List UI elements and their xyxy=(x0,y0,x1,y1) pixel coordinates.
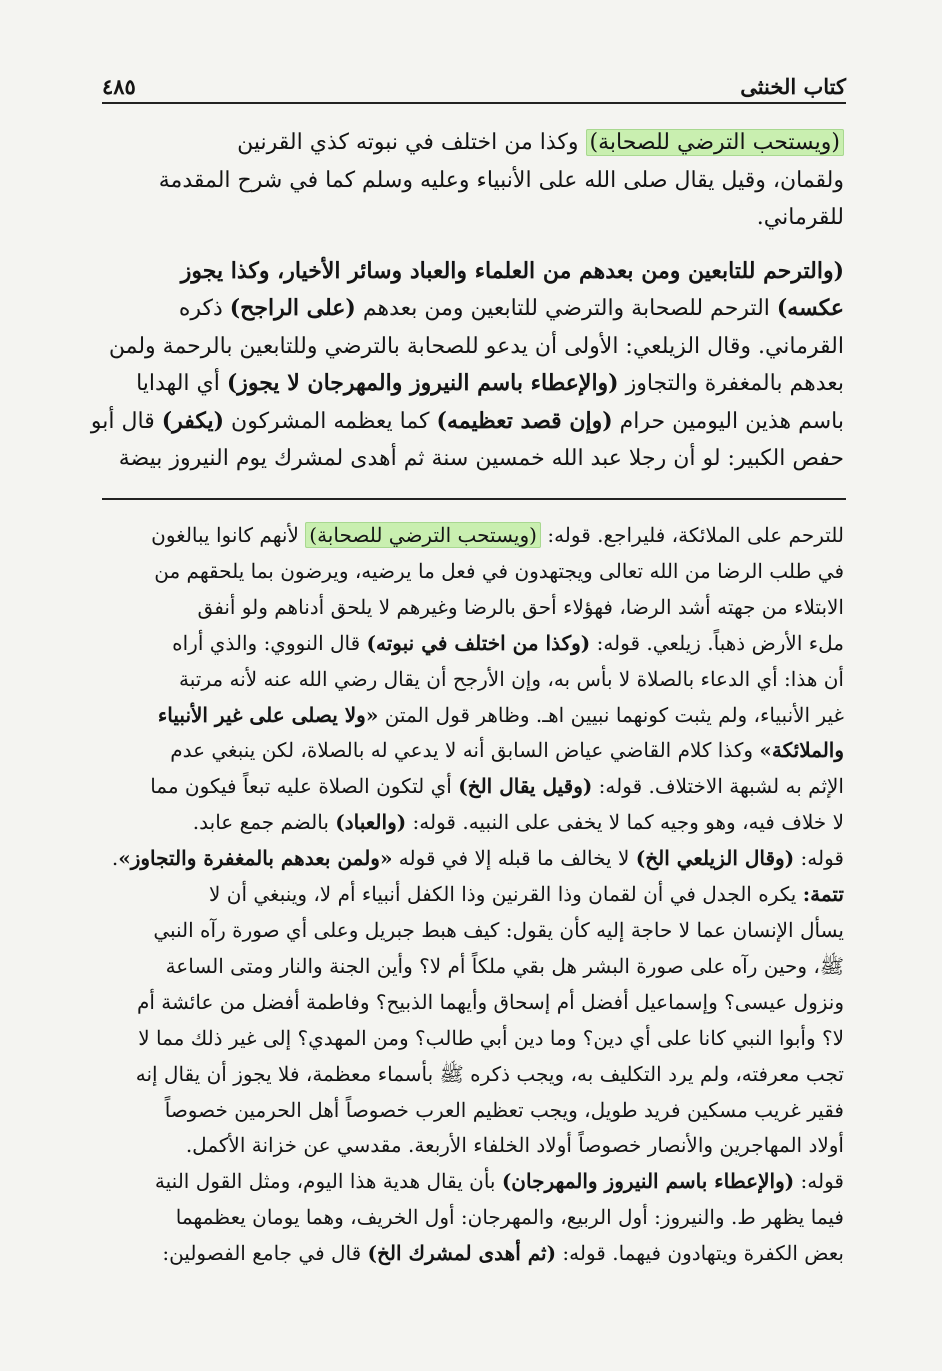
text-line: في طلب الرضا من الله تعالى ويجتهدون في فعل ما يرضيه، ويرضون بما يلحقهم من xyxy=(154,558,844,583)
text-line xyxy=(90,403,844,441)
text-run: الإثم به لشبهة الاختلاف. قوله: xyxy=(592,774,844,799)
text-line xyxy=(104,805,844,841)
text-line xyxy=(104,698,844,734)
text-line xyxy=(104,877,844,913)
text-line: (والترحم للتابعين ومن بعدهم من العلماء والعباد وسائر الأخيار، وكذا يجوز xyxy=(180,257,844,284)
bold-run: «ولا يصلى على غير الأنبياء xyxy=(157,702,379,727)
book-title: كتاب الخنثى xyxy=(740,74,846,99)
text-run: ملء الأرض ذهباً. زيلعي. قوله: xyxy=(590,630,844,655)
bold-run: (يكفر) xyxy=(161,407,225,434)
text-line xyxy=(104,365,844,403)
text-run: بأن يقال هدية هذا اليوم، ومثل القول النية xyxy=(154,1169,502,1194)
text-line xyxy=(104,769,844,805)
text-line xyxy=(104,290,844,328)
bold-run: (وقيل يقال الخ) xyxy=(458,774,593,799)
text-line xyxy=(104,1164,844,1200)
text-line: تجب معرفته، ولم يرد التكليف به، ويجب ذكره ﷺ بأسماء معظمة، فلا يجوز أن يقال إنه xyxy=(135,1061,844,1086)
bold-run: عكسه) xyxy=(776,295,844,321)
text-run: ذكره xyxy=(178,296,230,321)
section-divider xyxy=(102,498,846,500)
bold-run: (والعباد) xyxy=(335,810,407,835)
text-run: أي لتكون الصلاة عليه تبعاً فيكون مما xyxy=(150,774,459,799)
highlighted-phrase: (ويستحب الترضي للصحابة) xyxy=(305,522,541,548)
text-line: فقير غريب مسكين فريد طويل، ويجب تعظيم العرب خصوصاً أهل الحرمين خصوصاً xyxy=(164,1097,844,1122)
text-run: لأنهم كانوا يبالغون xyxy=(151,523,306,547)
text-run: بعدهم بالمغفرة والتجاوز xyxy=(618,371,844,396)
bold-run: (وقال الزيلعي الخ) xyxy=(635,846,795,871)
text-run: لا يخالف ما قبله إلا في قوله xyxy=(392,846,636,871)
main-text xyxy=(90,124,844,478)
text-run: باسم هذين اليومين حرام xyxy=(612,408,844,434)
text-line: أولاد المهاجرين والأنصار خصوصاً أولاد الخلفاء الأربعة. مقدسي عن خزانة الأكمل. xyxy=(185,1133,844,1158)
text-run: . xyxy=(111,846,119,871)
commentary-text xyxy=(104,518,844,1272)
text-run: لا خلاف فيه، وهو وجيه كما لا يخفى على النبيه. قوله: xyxy=(406,810,844,835)
text-run: قوله: xyxy=(794,1169,844,1194)
text-run: كما يعظمه المشركون xyxy=(224,408,437,434)
text-run: وكذا من اختلف في نبوته كذي القرنين xyxy=(237,130,586,155)
running-header xyxy=(102,62,846,104)
text-run: قال النووي: والذي أراه xyxy=(172,630,367,655)
text-line: أن هذا: أي الدعاء بالصلاة لا بأس به، وإن الأرجح أن يقال رضي الله عنه لأنه مرتبة xyxy=(179,666,844,691)
bold-run: (والإعطاء باسم النيروز والمهرجان لا يجوز) xyxy=(226,370,619,396)
text-line: فيما يظهر ط. والنيروز: أول الربيع، والمهرجان: أول الخريف، وهما يومان يعظمهما xyxy=(175,1205,844,1230)
text-line: ونزول عيسى؟ وإسماعيل أفضل أم إسحاق وأيهما الذبيح؟ وفاطمة أفضل من عائشة أم xyxy=(136,989,844,1014)
text-run: للترحم على الملائكة، فليراجع. قوله: xyxy=(540,523,844,547)
text-run: قال أبو xyxy=(90,408,162,434)
page-number: ٤٨٥ xyxy=(102,74,136,99)
text-line: لا؟ وأبوا النبي كانا على أي دين؟ وما دين أبي طالب؟ ومن المهدي؟ إلى غير ذلك مما لا xyxy=(138,1025,844,1050)
bold-run: (وكذا من اختلف في نبوته) xyxy=(366,630,591,655)
text-run: وكذا كلام القاضي عياض السابق أنه لا يدعي له بالصلاة، لكن ينبغي عدم xyxy=(170,738,760,763)
text-line: للقرماني. xyxy=(756,205,844,230)
highlighted-phrase: (ويستحب الترضي للصحابة) xyxy=(586,129,844,156)
text-line: يسأل الإنسان عما لا حاجة إليه كأن يقول: كيف هبط جبريل وعلى أي صورة رآه النبي xyxy=(153,917,844,942)
text-line xyxy=(104,841,844,877)
text-line xyxy=(104,1236,844,1272)
text-run: قال في جامع الفصولين: xyxy=(162,1241,368,1266)
text-run: بالضم جمع عابد. xyxy=(192,810,336,835)
text-run: يكره الجدل في أن لقمان وذا القرنين وذا الكفل أنبياء أم لا، وينبغي أن لا xyxy=(209,882,803,907)
text-line xyxy=(104,518,844,554)
text-line: ولقمان، وقيل يقال صلى الله على الأنبياء وعليه وسلم كما في شرح المقدمة xyxy=(158,167,844,193)
text-run: قوله: xyxy=(794,846,844,871)
bold-run: (ثم أهدى لمشرك الخ) xyxy=(367,1241,557,1266)
bold-run: (وإن قصد تعظيمه) xyxy=(436,407,613,434)
text-run: الترحم للصحابة والترضي للتابعين ومن بعدهم xyxy=(355,296,777,321)
text-line xyxy=(104,124,844,162)
text-line: الابتلاء من جهته أشد الرضا، فهؤلاء أحق بالرضا وغيرهم لا يلحق أدناهم ولو أنفق xyxy=(197,594,844,619)
text-run: بعض الكفرة ويتهادون فيهما. قوله: xyxy=(556,1241,844,1266)
text-line: القرماني. وقال الزيلعي: الأولى أن يدعو للصحابة بالترضي وللتابعين بالرحمة ولمن xyxy=(108,333,844,359)
text-line xyxy=(104,626,844,662)
text-run: غير الأنبياء، ولم يثبت كونهما نبيين اهـ. وظاهر قول المتن xyxy=(378,702,844,727)
bold-run: تتمة: xyxy=(802,882,844,907)
bold-run: «ولمن بعدهم بالمغفرة والتجاوز» xyxy=(118,846,393,871)
text-line: ﷺ، وحين رآه على صورة البشر هل بقي ملكاً أم لا؟ وأين الجنة والنار ومتى الساعة xyxy=(165,953,844,978)
bold-run: والملائكة» xyxy=(759,738,844,763)
text-line xyxy=(104,733,844,769)
bold-run: (والإعطاء باسم النيروز والمهرجان) xyxy=(501,1169,795,1194)
text-run: أي الهدايا xyxy=(136,371,227,396)
text-line: حفص الكبير: لو أن رجلا عبد الله خمسين سنة ثم أهدى لمشرك يوم النيروز بيضة xyxy=(118,446,844,471)
bold-run: (على الراجح) xyxy=(229,295,356,321)
